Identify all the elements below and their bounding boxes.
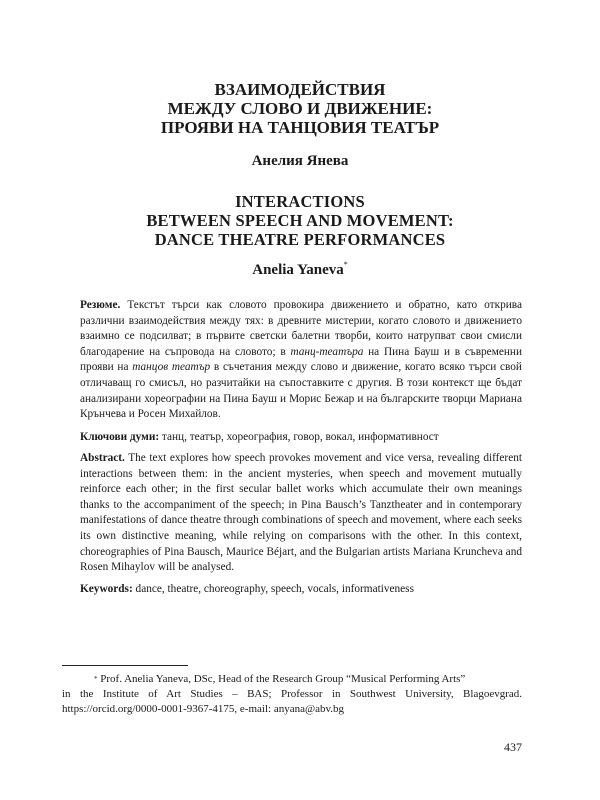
title-bg-line-1: ВЗАИМОДЕЙСТВИЯ — [214, 80, 386, 99]
abstract-bg-italic-1: танц-театъра — [290, 345, 364, 358]
footnote — [62, 672, 522, 717]
footnote-mark: * — [94, 675, 98, 683]
abstract-bulgarian — [80, 298, 522, 423]
keywords-bg-text: танц, театър, хореография, говор, вокал, информативност — [159, 431, 439, 443]
keywords-en-label: Keywords: — [80, 583, 133, 595]
footnote-text-1: Prof. Anelia Yaneva, DSc, Head of the Research Group “Musical Performing Arts” — [97, 673, 466, 685]
abstract-bg-italic-2: танцов театър — [132, 361, 211, 374]
title-bulgarian — [0, 80, 600, 137]
title-english — [0, 192, 600, 249]
keywords-bg-label: Ключови думи: — [80, 431, 160, 443]
abstract-bg-text-2: на Пина Бауш и в съвременни прояви на — [80, 345, 522, 374]
author-english — [0, 262, 600, 279]
abstract-en-label: Abstract. — [80, 452, 125, 464]
footnote-marker: * — [343, 260, 348, 269]
abstract-en-text: The text explores how speech provokes movement and vice versa, revealing different interactions between them: in the ancient mysteries, when speech and movement mutually reinforce each other; in the first secular ballet works which accumulate their own meanings thanks to the accompaniment of the speech; in Pina Bausch’s Tanztheater and in contemporary manifestations of dance theatre through combinations of speech and movement, where each seeks its own distinctive meaning, while relying on comparisons with the other. In this context, choreographies of Pina Bausch, Maurice Béjart, and the Bulgarian artists Mariana Kruncheva and Rosen Mihaylov will be analysed. — [80, 452, 522, 574]
abstract-bg-text-1: Текстът търси как словото провокира движението и обратно, като открива различни взаимодействия между тях: в древните мистерии, когато словото и движението взаимно се подсилват; в първите светски балетни творби, които натрупват свои смисли благодарение на съпровода на словото; в — [80, 299, 522, 358]
keywords-english — [80, 582, 522, 598]
footnote-line-1 — [62, 672, 522, 687]
title-bg-line-3: ПРОЯВИ НА ТАНЦОВИЯ ТЕАТЪР — [160, 118, 440, 137]
title-en-line-3: DANCE THEATRE PERFORMANCES — [154, 230, 446, 249]
abstract-bg-label: Резюме. — [80, 299, 121, 311]
footnote-divider — [62, 665, 188, 666]
keywords-bulgarian — [80, 430, 522, 446]
keywords-en-text: dance, theatre, choreography, speech, vocals, informativeness — [132, 583, 414, 595]
author-bulgarian: Анелия Янева — [251, 153, 349, 169]
abstract-bg-text-3: в съчетания между слово и движение, когато всяко търси свой отличаващ го смисъл, но разчитайки на съпоставките с другия. В този контекст ще бъдат анализирани хореографии на Пина Бауш и Морис Бежар и на българските творци Мариана Крънчева и Росен Михайлов. — [80, 361, 522, 421]
title-en-line-1: INTERACTIONS — [235, 192, 365, 211]
title-bg-line-2: МЕЖДУ СЛОВО И ДВИЖЕНИЕ: — [167, 99, 433, 118]
author-en-name: Anelia Yaneva — [252, 262, 344, 278]
footnote-text-rest: in the Institute of Art Studies – BAS; Professor in Southwest University, Blagoevgrad. https://orcid.org/0000-0001-9367-4175, e-mail: anyana@abv.bg — [62, 688, 522, 715]
title-en-line-2: BETWEEN SPEECH AND MOVEMENT: — [146, 211, 454, 230]
page-number: 437 — [504, 740, 522, 754]
abstract-english — [80, 451, 522, 576]
